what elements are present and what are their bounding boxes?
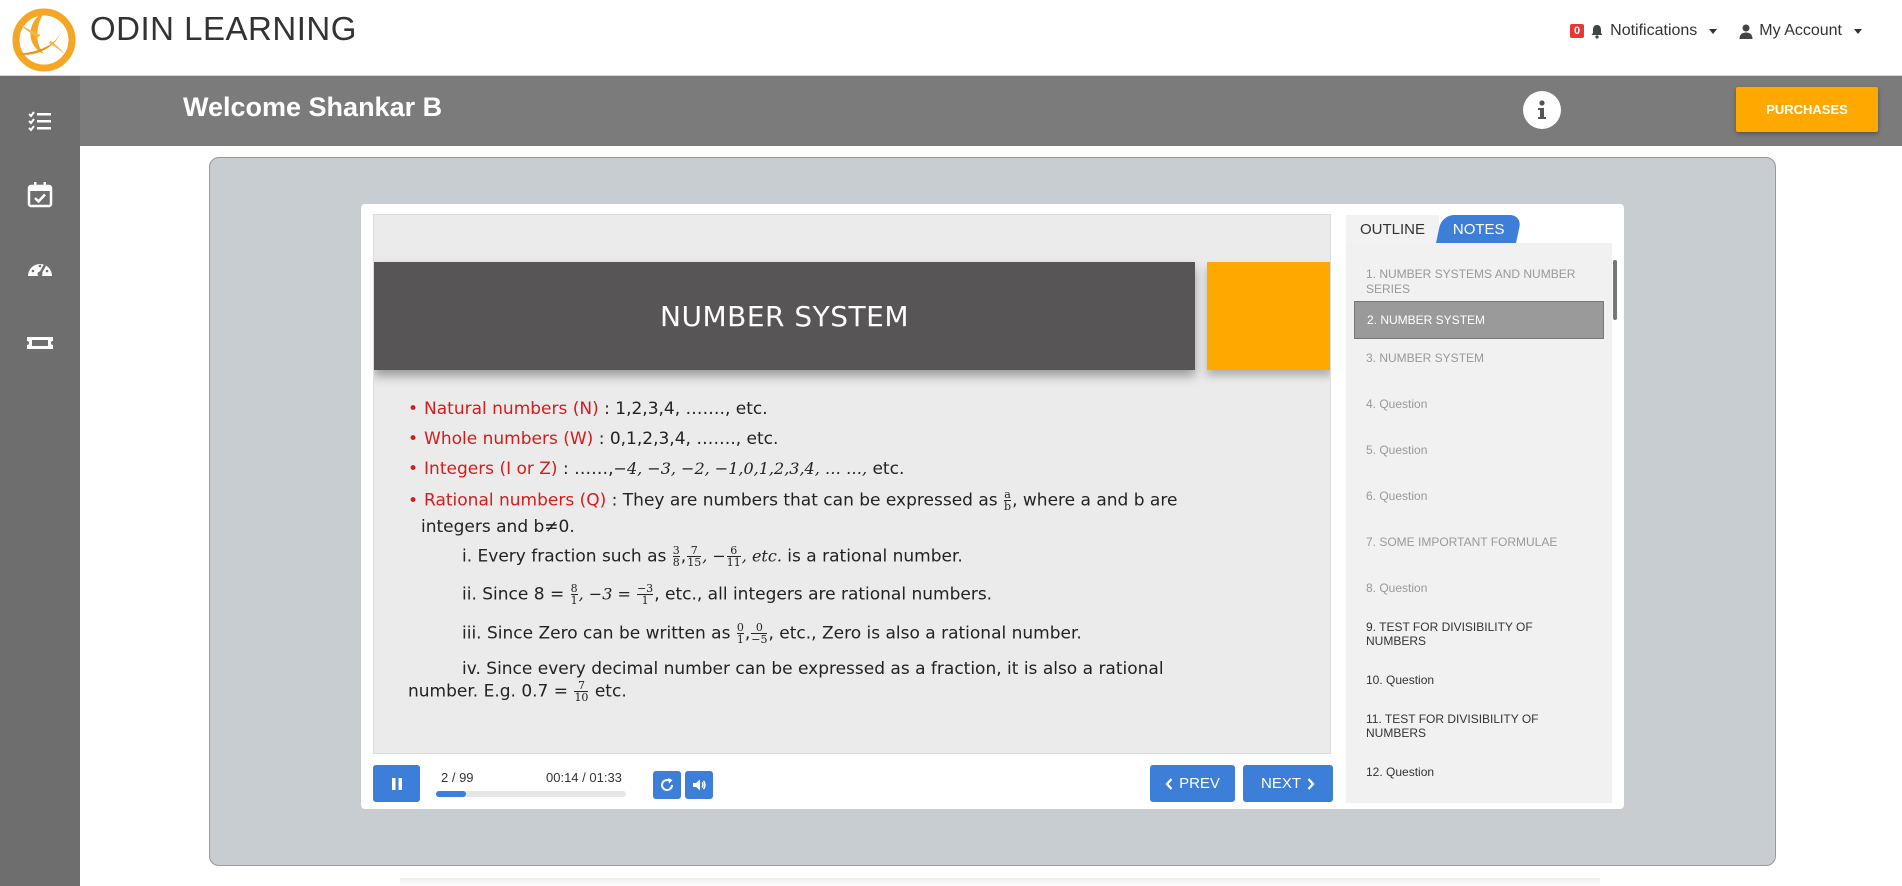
bullet-whole-numbers: • Whole numbers (W) : 0,1,2,3,4, ……., etc. bbox=[408, 429, 779, 449]
tab-outline[interactable]: OUTLINE bbox=[1346, 215, 1439, 243]
dashboard-gauge-icon[interactable] bbox=[25, 254, 55, 284]
outline-item-11[interactable]: 11. TEST FOR DIVISIBILITY OF NUMBERS bbox=[1366, 712, 1539, 740]
slide-title-bar bbox=[374, 262, 1195, 370]
rational-point-iii: iii. Since Zero can be written as $\frac{0}{1}$ , $\frac{0}{-5}$ , etc., Zero is also a rational number. bbox=[462, 621, 1082, 646]
outline-item-5[interactable]: 5. Question bbox=[1366, 443, 1428, 457]
prev-button[interactable] bbox=[1150, 765, 1235, 802]
slide-title: NUMBER SYSTEM bbox=[660, 299, 909, 333]
outline-item-4[interactable]: 4. Question bbox=[1366, 397, 1428, 411]
outline-item-2[interactable]: 2. NUMBER SYSTEM bbox=[1354, 301, 1604, 339]
replay-button[interactable] bbox=[653, 771, 681, 799]
ticket-icon[interactable] bbox=[25, 328, 55, 358]
slide-canvas bbox=[373, 214, 1331, 754]
notifications-menu[interactable] bbox=[1570, 22, 1717, 40]
rational-numbers-line2: integers and b≠0. bbox=[421, 517, 575, 537]
chevron-right-icon bbox=[1307, 778, 1315, 790]
top-header bbox=[0, 0, 1902, 76]
chevron-left-icon bbox=[1165, 778, 1173, 790]
bullet-integers: • Integers (I or Z) : ……,−4, −3, −2, −1,0,1,2,3,4, … …, etc. bbox=[408, 459, 905, 479]
my-account-label: My Account bbox=[1759, 22, 1842, 39]
volume-button[interactable] bbox=[685, 771, 713, 799]
notifications-label: Notifications bbox=[1610, 22, 1698, 39]
brand-name[interactable]: ODIN LEARNING bbox=[90, 10, 357, 47]
left-sidebar bbox=[0, 76, 80, 886]
purchases-button[interactable]: PURCHASES bbox=[1736, 87, 1878, 132]
outline-item-9[interactable]: 9. TEST FOR DIVISIBILITY OF NUMBERS bbox=[1366, 620, 1533, 648]
notification-count-badge: 0 bbox=[1570, 24, 1584, 38]
outline-item-6[interactable]: 6. Question bbox=[1366, 489, 1428, 503]
odin-logo-icon[interactable] bbox=[4, 2, 78, 74]
pause-icon bbox=[391, 777, 403, 791]
panel-tabs bbox=[1346, 214, 1519, 243]
outline-item-1[interactable]: 1. NUMBER SYSTEMS AND NUMBER SERIES bbox=[1366, 267, 1576, 296]
next-label: NEXT bbox=[1260, 775, 1301, 792]
chevron-down-icon bbox=[1709, 29, 1717, 34]
welcome-text: Welcome Shankar B bbox=[183, 92, 443, 122]
outline-item-3[interactable]: 3. NUMBER SYSTEM bbox=[1366, 351, 1485, 365]
rational-point-iv: iv. Since every decimal number can be expressed as a fraction, it is also a rational bbox=[462, 659, 1164, 679]
presentation-player bbox=[361, 204, 1624, 809]
tab-notes[interactable]: NOTES bbox=[1436, 215, 1522, 243]
user-icon bbox=[1739, 24, 1753, 39]
bullet-natural-numbers: • Natural numbers (N) : 1,2,3,4, ……., etc. bbox=[408, 399, 768, 419]
rational-point-i: i. Every fraction such as $\frac{3}{8}$ , $\frac{7}{15}$ , − $\frac{6}{11}$ , etc. is a rational number. bbox=[462, 544, 963, 569]
info-icon bbox=[1532, 99, 1552, 121]
slide-orange-block bbox=[1207, 262, 1331, 370]
bell-icon bbox=[1590, 24, 1604, 39]
my-account-menu[interactable] bbox=[1739, 22, 1862, 40]
outline-item-12[interactable]: 12. Question bbox=[1366, 765, 1435, 779]
outline-list bbox=[1346, 243, 1612, 803]
slide-counter: 2 / 99 bbox=[441, 770, 474, 785]
chevron-down-icon bbox=[1854, 29, 1862, 34]
course-frame bbox=[209, 157, 1776, 866]
progress-bar[interactable] bbox=[436, 791, 626, 797]
rational-point-ii: ii. Since 8 = $\frac{8}{1}$ , −3 = $\frac{-3}{1}$ , etc., all integers are rational numbers. bbox=[462, 582, 993, 607]
pause-button[interactable] bbox=[373, 765, 420, 802]
next-button[interactable] bbox=[1243, 765, 1333, 802]
volume-icon bbox=[691, 777, 707, 793]
outline-item-8[interactable]: 8. Question bbox=[1366, 581, 1428, 595]
outline-scrollbar[interactable] bbox=[1613, 260, 1617, 320]
outline-item-10[interactable]: 10. Question bbox=[1366, 673, 1435, 687]
calendar-check-icon[interactable] bbox=[25, 180, 55, 210]
playback-time: 00:14 / 01:33 bbox=[546, 770, 622, 785]
progress-bar-fill bbox=[436, 791, 466, 797]
refresh-icon bbox=[659, 777, 675, 793]
list-check-icon[interactable] bbox=[25, 106, 55, 136]
bottom-shadow bbox=[400, 878, 1600, 886]
bullet-rational-numbers: • Rational numbers (Q) : They are numbers that can be expressed as $\frac{a}{b}$ , where a and b are bbox=[408, 488, 1178, 513]
welcome-bar bbox=[80, 76, 1902, 146]
outline-item-7[interactable]: 7. SOME IMPORTANT FORMULAE bbox=[1366, 535, 1558, 549]
prev-label: PREV bbox=[1179, 775, 1220, 792]
info-button[interactable] bbox=[1523, 91, 1561, 129]
rational-point-iv-line2: number. E.g. 0.7 = $\frac{7}{10}$ etc. bbox=[408, 679, 627, 704]
